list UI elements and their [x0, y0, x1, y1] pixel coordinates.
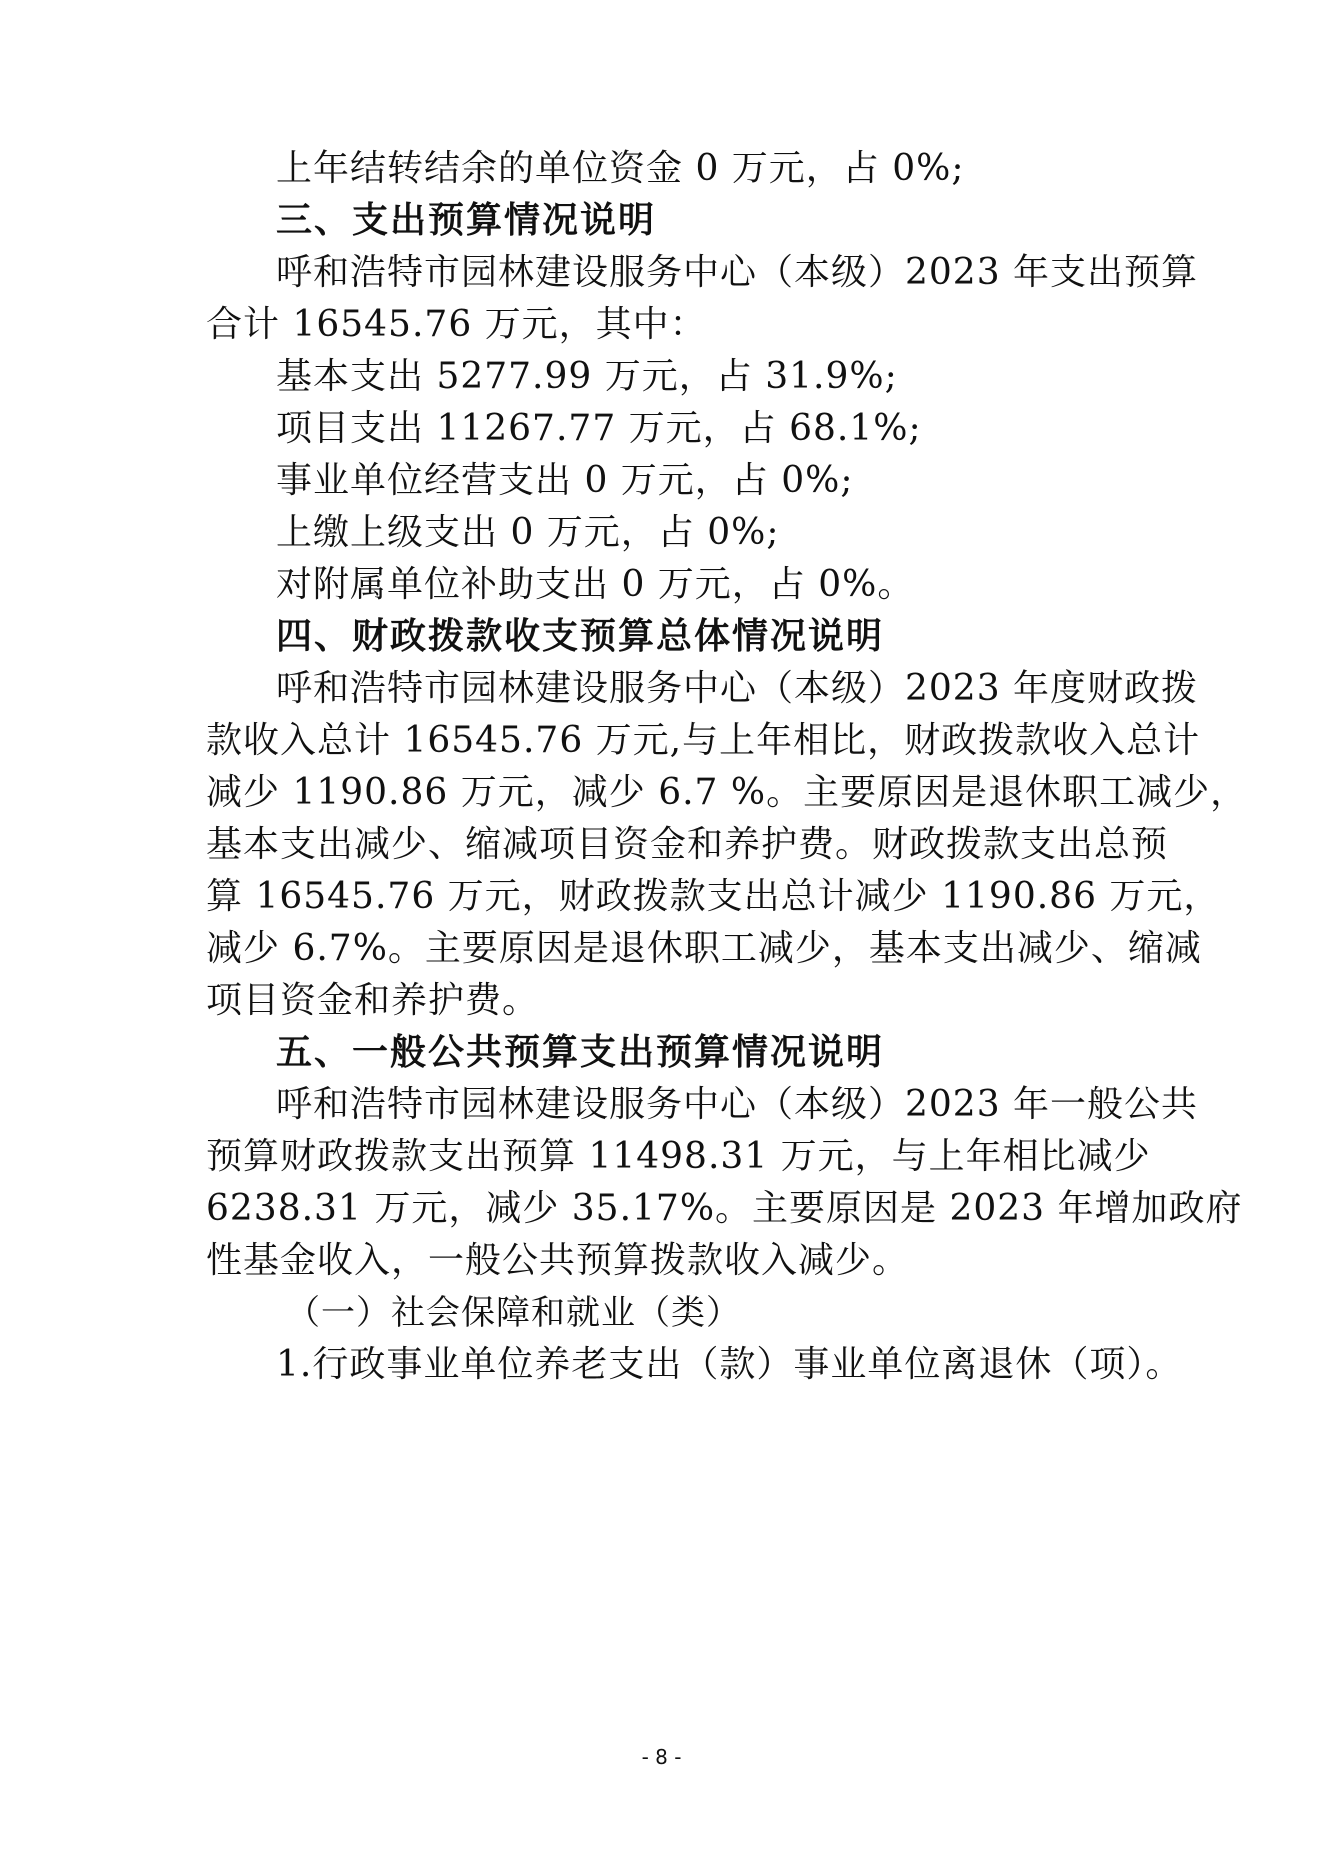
section-heading-3: 三、支出预算情况说明: [276, 200, 657, 241]
paragraph-line: 合计 16545.76 万元，其中：: [206, 304, 707, 345]
page-number: - 8 -: [641, 1745, 682, 1769]
paragraph-line: 呼和浩特市园林建设服务中心（本级）2023 年度财政拨: [276, 668, 1199, 709]
paragraph-line: 算 16545.76 万元，财政拨款支出总计减少 1190.86 万元，: [206, 876, 1221, 917]
paragraph-line: 1.行政事业单位养老支出（款）事业单位离退休（项）。: [276, 1344, 1183, 1385]
paragraph-line: 呼和浩特市园林建设服务中心（本级）2023 年一般公共: [276, 1084, 1199, 1125]
paragraph-line: 性基金收入，一般公共预算拨款收入减少。: [206, 1240, 910, 1281]
paragraph-line: 基本支出减少、缩减项目资金和养护费。财政拨款支出总预: [206, 824, 1169, 865]
paragraph-line: 6238.31 万元，减少 35.17%。主要原因是 2023 年增加政府: [206, 1188, 1243, 1229]
section-heading-5: 五、一般公共预算支出预算情况说明: [276, 1032, 885, 1073]
paragraph-line: 上年结转结余的单位资金 0 万元，占 0%;: [276, 148, 965, 189]
subsection-heading: （一）社会保障和就业（类）: [286, 1293, 741, 1333]
paragraph-line: 减少 6.7%。主要原因是退休职工减少，基本支出减少、缩减: [206, 928, 1202, 969]
paragraph-line: 减少 1190.86 万元，减少 6.7 %。主要原因是退休职工减少，: [206, 772, 1248, 813]
paragraph-line: 事业单位经营支出 0 万元，占 0%;: [276, 460, 854, 501]
paragraph-line: 预算财政拨款支出预算 11498.31 万元，与上年相比减少: [206, 1136, 1151, 1177]
paragraph-line: 上缴上级支出 0 万元，占 0%;: [276, 512, 780, 553]
paragraph-line: 基本支出 5277.99 万元，占 31.9%;: [276, 356, 898, 397]
paragraph-line: 款收入总计 16545.76 万元,与上年相比，财政拨款收入总计: [206, 720, 1201, 761]
paragraph-line: 对附属单位补助支出 0 万元，占 0%。: [276, 564, 915, 605]
paragraph-line: 项目支出 11267.77 万元，占 68.1%;: [276, 408, 922, 449]
paragraph-line: 呼和浩特市园林建设服务中心（本级）2023 年支出预算: [276, 252, 1199, 293]
section-heading-4: 四、财政拨款收支预算总体情况说明: [276, 616, 885, 657]
paragraph-line: 项目资金和养护费。: [206, 980, 540, 1021]
